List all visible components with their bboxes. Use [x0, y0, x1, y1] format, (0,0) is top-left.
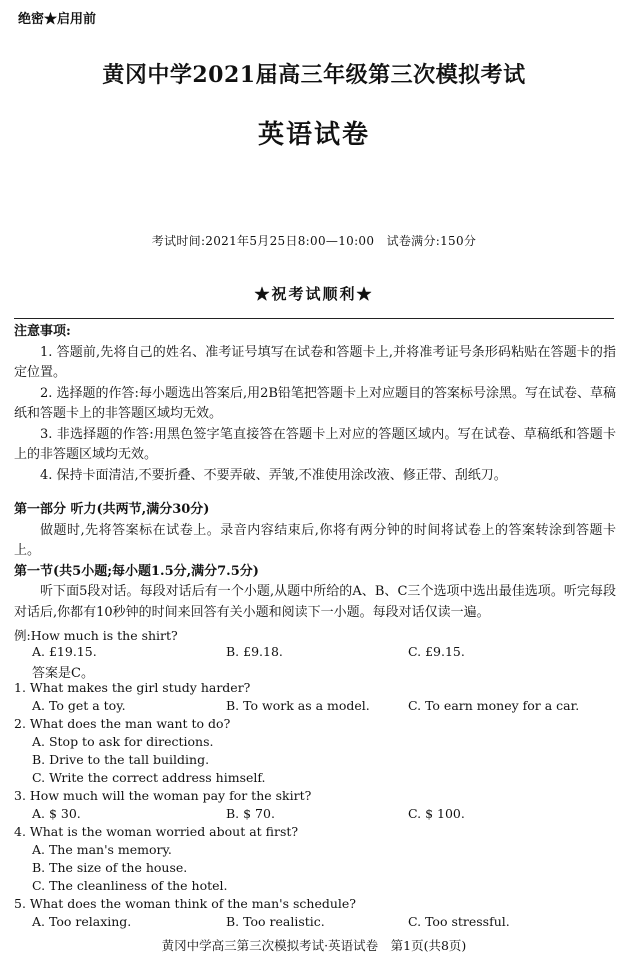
note-item: 4. 保持卡面清洁,不要折叠、不要弄破、弄皱,不准使用涂改液、修正带、刮纸刀。 [40, 467, 507, 483]
q5-option-c: C. Too stressful. [408, 914, 510, 929]
q2-option-c: C. Write the correct address himself. [32, 770, 266, 785]
example-answer: 答案是C。 [32, 666, 94, 681]
q4-option-a: A. The man's memory. [32, 842, 172, 857]
exam-subject: 英语试卷 [257, 120, 370, 150]
q3-option-a: A. $ 30. [32, 806, 81, 821]
part1-instruction: 做题时,先将答案标在试卷上。录音内容结束后,你将有两分钟的时间将试卷上的答案转涂到答题卡上。 [14, 522, 616, 558]
question-4: 4. What is the woman worried about at first? [14, 824, 299, 839]
q3-option-c: C. $ 100. [408, 806, 465, 821]
note-item: 3. 非选择题的作答:用黑色签字笔直接答在答题卡上对应的答题区域内。写在试卷、草稿纸和答题卡上的非答题区域均无效。 [14, 426, 616, 462]
q1-option-a: A. To get a toy. [32, 698, 126, 713]
divider-line [14, 318, 614, 319]
question-2: 2. What does the man want to do? [14, 716, 231, 731]
q1-option-c: C. To earn money for a car. [408, 698, 580, 713]
part1-section [14, 500, 616, 623]
question-1: 1. What makes the girl study harder? [14, 680, 251, 695]
page-footer: 黄冈中学高三第三次模拟考试·英语试卷 第1页(共8页) [161, 938, 467, 953]
q3-option-b: B. $ 70. [226, 806, 275, 821]
example-option-b: B. £9.18. [226, 644, 283, 659]
q4-option-c: C. The cleanliness of the hotel. [32, 878, 228, 893]
q5-option-a: A. Too relaxing. [32, 914, 132, 929]
exam-title: 黄冈中学2021届高三年级第三次模拟考试 [102, 62, 526, 88]
notes-section [14, 322, 616, 486]
section1-instruction: 听下面5段对话。每段对话后有一个小题,从题中所给的A、B、C三个选项中选出最佳选项。听完每段对话后,你都有10秒钟的时间来回答有关小题和阅读下一小题。每段对话仅读一遍。 [14, 584, 616, 620]
notes-heading: 注意事项: [14, 324, 71, 339]
part1-heading: 第一部分 听力(共两节,满分30分) [14, 502, 210, 517]
q1-option-b: B. To work as a model. [226, 698, 370, 713]
exam-info: 考试时间:2021年5月25日8:00—10:00 试卷满分:150分 [151, 234, 477, 248]
section1-heading: 第一节(共5小题;每小题1.5分,满分7.5分) [14, 563, 259, 579]
example-question: 例:How much is the shirt? [14, 628, 178, 643]
confidential-mark: 绝密★启用前 [18, 12, 97, 27]
note-item: 2. 选择题的作答:每小题选出答案后,用2B铅笔把答题卡上对应题目的答案标号涂黑。写在试卷、草稿纸和答题卡上的非答题区域均无效。 [14, 385, 616, 421]
q2-option-a: A. Stop to ask for directions. [32, 734, 214, 749]
example-option-a: A. £19.15. [32, 644, 97, 659]
q2-option-b: B. Drive to the tall building. [32, 752, 210, 767]
q5-option-b: B. Too realistic. [226, 914, 325, 929]
question-5: 5. What does the woman think of the man's schedule? [14, 896, 356, 911]
question-3: 3. How much will the woman pay for the skirt? [14, 788, 312, 803]
good-luck-banner: ★祝考试顺利★ [254, 285, 374, 303]
note-item: 1. 答题前,先将自己的姓名、准考证号填写在试卷和答题卡上,并将准考证号条形码粘贴在答题卡的指定位置。 [14, 344, 616, 380]
q4-option-b: B. The size of the house. [32, 860, 188, 875]
example-option-c: C. £9.15. [408, 644, 465, 659]
